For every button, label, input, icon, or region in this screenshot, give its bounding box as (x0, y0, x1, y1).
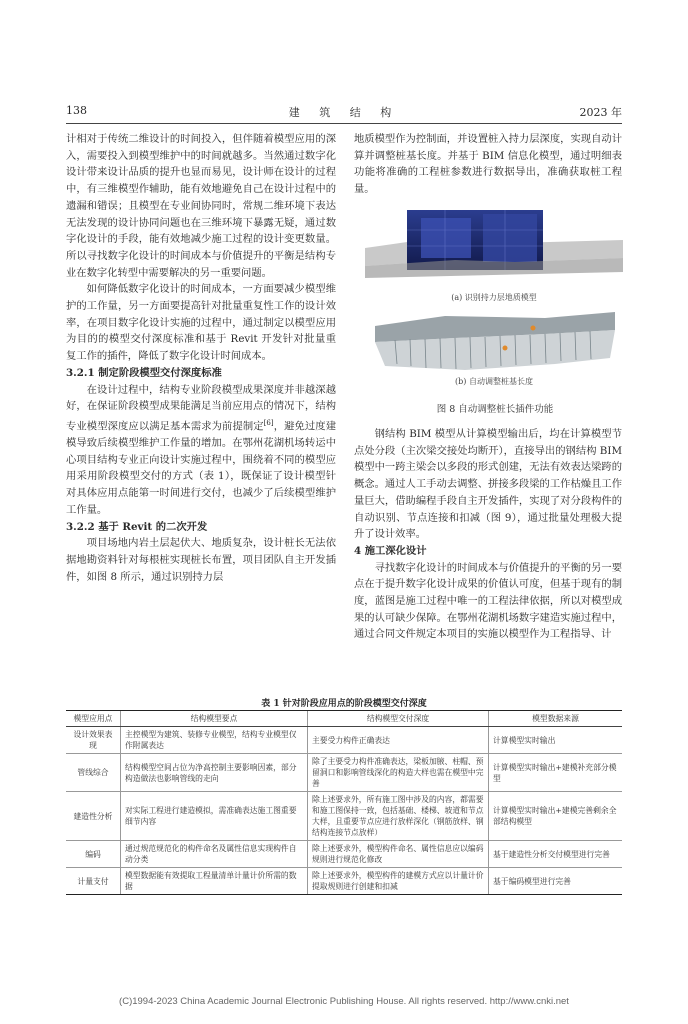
table-row (66, 727, 622, 754)
col-header: 结构模型要点 (121, 711, 308, 727)
delivery-depth-table (66, 710, 622, 895)
header-rule (66, 123, 622, 124)
table-cell: 结构模型空间占位为净高控制主要影响因素，部分构造做法也影响管线的走向 (121, 754, 308, 792)
table-cell: 主控模型为建筑、装修专业模型，结构专业模型仅作附属表达 (121, 727, 308, 754)
table-cell: 建造性分析 (66, 792, 121, 841)
table-row (66, 868, 622, 895)
section-heading: 3.2.2 基于 Revit 的二次开发 (66, 520, 208, 533)
paragraph: 寻找数字化设计的时间成本与价值提升的平衡的另一要点在于提升数字化设计成果的价值认可度，但基于现有的制度，蓝图是施工过程中唯一的工程法律依据，所以对模型成果的认可缺少保障。在鄂州花湖机场数字建造实施过程中，通过合同文件规定本项目的实施以模型作为工程指导、计 (354, 561, 622, 641)
table-cell: 模型数据能有效提取工程量清单计量计价所需的数据 (121, 868, 308, 895)
figure-caption-a: (a) 识别持力层地质模型 (451, 293, 537, 302)
table-header-row (66, 711, 622, 727)
paragraph: 地质模型作为控制面，并设置桩入持力层深度，实现自动计算并调整桩基长度。并基于 BIM 信息化模型，通过明细表功能将准确的工程桩参数进行数据导出，准确获取桩工程量。 (354, 133, 622, 196)
table-cell: 设计效果表现 (66, 727, 121, 754)
table-cell: 基于编码模型进行完善 (489, 868, 623, 895)
table-cell: 计算模型实时输出+建模补充部分模型 (489, 754, 623, 792)
table-title: 表 1 针对阶段应用点的阶段模型交付深度 (261, 699, 427, 709)
table-cell: 编码 (66, 841, 121, 868)
table-cell: 主要受力构件正确表达 (308, 727, 489, 754)
col-header: 结构模型交付深度 (308, 711, 489, 727)
table-cell: 除了主要受力构件准确表达，梁板加腋、柱帽、预留洞口和影响管线深化的构造大样也需在模型中完善 (308, 754, 489, 792)
table-row (66, 841, 622, 868)
figure-title: 图 8 自动调整桩长插件功能 (436, 404, 554, 415)
left-column (66, 131, 336, 585)
table-cell: 计算模型实时输出 (489, 727, 623, 754)
paragraph: 项目场地内岩土层起伏大、地质复杂，设计桩长无法依据地勘资料针对每根桩实现桩长布置，项目团队自主开发插件，如图 8 所示，通过识别持力层 (66, 537, 336, 583)
table-row (66, 754, 622, 792)
right-column-top (354, 131, 622, 198)
section-heading: 3.2.1 制定阶段模型交付深度标准 (66, 366, 222, 379)
table-cell: 通过规范规范化的构件命名及属性信息实现构件自动分类 (121, 841, 308, 868)
table-row (66, 792, 622, 841)
table-cell: 基于建造性分析交付模型进行完善 (489, 841, 623, 868)
journal-title: 建 筑 结 构 (288, 106, 400, 119)
right-column-bottom (354, 426, 622, 643)
figure-caption-b: (b) 自动调整桩基长度 (455, 377, 533, 386)
paragraph: 钢结构 BIM 模型从计算模型输出后，均在计算模型节点处分段（主次梁交接处均断开），直接导出的钢结构 BIM 模型中一跨主梁会以多段的形式创建，无法有效表达梁跨的概念。通过人工手动去调整、拼接多段梁的工作枯燥且工作量巨大，借助编程手段自主开发插件，实现了对分段构件的自动识别、节点连接和扣减（图 9），通过批量处理极大提升了设计效率。 (354, 428, 622, 541)
table-cell: 除上述要求外，模型构件的建模方式应以计量计价提取规则进行创建和扣减 (308, 868, 489, 895)
table-cell: 计量支付 (66, 868, 121, 895)
table-cell: 计算模型实时输出+建模完善剩余全部结构模型 (489, 792, 623, 841)
col-header: 模型数据来源 (489, 711, 623, 727)
paragraph: 如何降低数字化设计的时间成本，一方面要减少模型维护的工作量，另一方面要提高针对批量重复性工作的设计效率，在项目数字化设计实施的过程中，通过制定以模型应用为目的的模型交付深度标准和基于 Revit 开发针对批量重复工作的插件，降低了数字化设计时间成本。 (66, 283, 336, 363)
issue-year: 2023 年 (579, 106, 622, 119)
table-cell: 管线综合 (66, 754, 121, 792)
table-cell: 除上述要求外，模型构件命名、属性信息应以编码规则进行规范化修改 (308, 841, 489, 868)
copyright-footer: (C)1994-2023 China Academic Journal Electronic Publishing House. All rights reserved. http://www.cnki.net (119, 996, 569, 1007)
section-heading: 4 施工深化设计 (354, 544, 427, 557)
paragraph: 计相对于传统二维设计的时间投入，但伴随着模型应用的深入，需要投入到模型维护中的时间就越多。当然通过数字化设计带来设计品质的提升也显而易见，设计师在设计的过程中，有三维模型作辅助，能有效地避免自己在设计过程中的遗漏和错误；且模型在专业间协同时，常规二维环境下表达无法发现的设计协同问题也在三维环境下暴露无疑，通过数字化设计的手段，能有效地减少施工过程的设计变更数量。所以寻找数字化设计的时间成本与价值提升的平衡是结构专业在数字化转型中需要解决的另一重要问题。 (66, 133, 336, 279)
running-header (66, 104, 622, 122)
pile-length-image (365, 308, 623, 378)
paragraph: 在设计过程中，结构专业阶段模型成果深度并非越深越好，在保证阶段模型成果能满足当前应用点的情况下，结构专业模型深度应以满足基本需求为前提制定[6]，避免过度建模导致后续模型维护工作量的增加。在鄂州花湖机场转运中心项目结构专业正向设计实施过程中，围绕着不同的模型应用采用阶段模型交付的方式（表 1），既保证了设计模型针对具体应用点能第一时间进行交付，也减少了后续模型维护工作量。 (66, 383, 337, 516)
geology-model-image (365, 200, 623, 290)
table-cell: 除上述要求外，所有施工图中涉及的内容，都需要和施工图保持一致，包括基础、楼梯、坡道和节点大样，且重要节点应进行放样深化（钢筋放样、钢结构连接节点放样） (308, 792, 489, 841)
page-number: 138 (66, 104, 87, 117)
col-header: 模型应用点 (66, 711, 121, 727)
figure-8 (365, 200, 623, 400)
table-cell: 对实际工程进行建造模拟，需准确表达施工图重要细节内容 (121, 792, 308, 841)
citation[interactable]: [6] (263, 418, 274, 427)
